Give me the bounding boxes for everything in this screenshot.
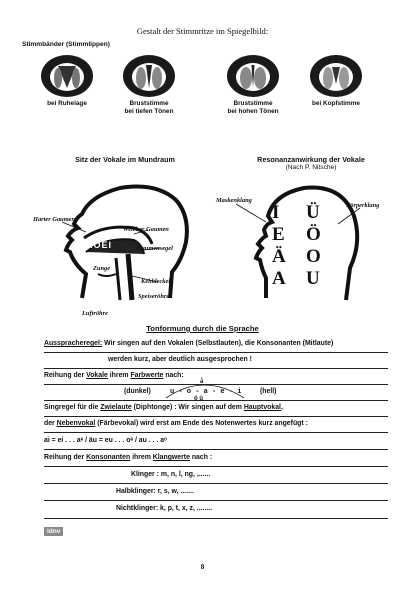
- rule-line: [44, 483, 388, 484]
- label-koerperklang: Körperklang: [346, 202, 380, 209]
- label-gaumensegel: Gaumensegel: [137, 245, 173, 252]
- klinger-list: Klinger : m, n, l, ng, ,......: [131, 471, 211, 478]
- label-weicher-gaumen: Weicher Gaumen: [123, 226, 169, 233]
- vowel-positions-aoei: AOEI: [86, 240, 113, 250]
- glottis-caption-rest: bei Ruhelage: [47, 100, 87, 107]
- section-heading: Tonformung durch die Sprache: [146, 324, 259, 333]
- glottis-caption-chest-low: Bruststimme bei tiefen Tönen: [124, 100, 174, 115]
- rule-line: [44, 449, 388, 450]
- page-title: Gestalt der Stimmritze im Spiegelbild:: [136, 26, 269, 36]
- resonance-vowel-oe: Ö: [306, 224, 321, 245]
- vokal-series: u - o - a - e - i: [170, 388, 242, 396]
- glottis-figure-head: [310, 55, 362, 97]
- page-subtitle: Stimmbänder (Stimmlippen): [22, 41, 110, 48]
- sing-rule: Singregel für die Zwielaute (Diphtonge) : Wir singen auf dem Hauptvokal,: [44, 404, 283, 411]
- page-number: 8: [200, 563, 205, 571]
- rule-line: [44, 500, 388, 501]
- nichtklinger-list: Nichtklinger: k, p, t, x, z, ........: [116, 505, 213, 512]
- label-kehldeckel: Kehldeckel: [141, 278, 171, 285]
- resonance-vowel-o: O: [306, 246, 321, 267]
- nebenvokal-rule: der Nebenvokal (Färbevokal) wird erst am Ende des Notenwertes kurz angefügt :: [44, 420, 308, 427]
- glottis-figure-rest: [41, 55, 93, 97]
- konsonant-order-rule: Reihung der Konsonanten ihrem Klangwerte nach :: [44, 454, 213, 461]
- left-diagram-title: Sitz der Vokale im Mundraum: [75, 155, 175, 164]
- hell-label: (hell): [260, 388, 277, 395]
- vokal-series-arc: [160, 376, 250, 402]
- glottis-caption-chest-high: Bruststimme bei hohen Tönen: [227, 100, 279, 115]
- glottis-figure-chest-low: [123, 55, 175, 97]
- watermark: idnv: [44, 527, 63, 536]
- resonance-vowel-ue: Ü: [306, 202, 320, 223]
- label-harter-gaumen: Harter Gaumen: [33, 216, 76, 223]
- rule-line: [44, 432, 388, 433]
- vokal-series-upper: å: [200, 379, 204, 385]
- label-luftroehre: Luftröhre: [82, 310, 108, 317]
- dunkel-label: (dunkel): [124, 388, 151, 395]
- label-maskenklang: Maskenklang: [216, 197, 252, 204]
- resonance-vowel-u: U: [306, 268, 320, 289]
- label-speiseroehre: Speiseröhre: [138, 293, 170, 300]
- rule-line: [44, 518, 388, 519]
- halbklinger-list: Halbklinger: r, s, w, .......: [116, 488, 194, 495]
- resonance-vowel-ae: Ä: [272, 246, 286, 267]
- vowel-position-diagram: [24, 178, 214, 308]
- vokal-order-rule: Reihung der Vokale ihrem Farbwerte nach:: [44, 372, 184, 379]
- right-diagram-title: Resonanzanwirkung der Vokale: [257, 155, 365, 164]
- rule-line: [44, 352, 388, 353]
- resonance-vowel-e: E: [272, 224, 285, 245]
- vokal-series-lower: ö ü: [194, 396, 203, 402]
- resonance-vowel-i: I: [272, 202, 280, 223]
- glottis-figure-chest-high: [227, 55, 279, 97]
- rule-line: [44, 416, 388, 417]
- diphthong-examples: ai = ei . . . aᵉ / äu = eu . . . oᵉ / au . . . aᵒ: [44, 437, 167, 444]
- glottis-caption-head: bei Kopfstimme: [312, 100, 360, 107]
- label-zunge: Zunge: [93, 265, 111, 272]
- right-diagram-subtitle: (Nach P. Nitsche): [285, 164, 337, 171]
- rule-line: [44, 368, 388, 369]
- resonance-vowel-a: A: [272, 268, 286, 289]
- rule-line: [44, 466, 388, 467]
- glottis-figures: [0, 52, 405, 102]
- aussprache-rule-cont: werden kurz, aber deutlich ausgesprochen !: [108, 356, 252, 363]
- aussprache-rule: Ausspracheregel: Wir singen auf den Vokalen (Selbstlauten), die Konsonanten (Mitlaute): [44, 340, 334, 347]
